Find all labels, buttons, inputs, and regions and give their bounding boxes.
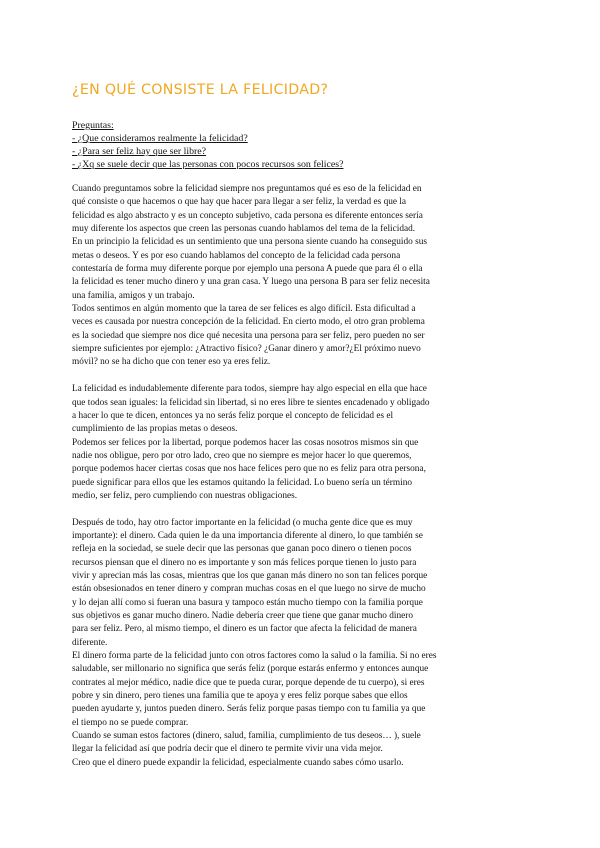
text-line: refleja en la sociedad, se suele decir que las personas que ganan poco dinero o tienen pocos [72,544,412,555]
text-line: que todos sean iguales: la felicidad sin libertad, si no eres libre te sientes encadenado y obligado [72,397,430,408]
text-line: Cuando se suman estos factores (dinero, salud, familia, cumplimiento de tus deseos… ), suele [72,731,421,742]
text-line: llegar la felicidad así que podría decir que el dinero te permite vivir una vida mejor. [72,744,383,755]
text-line: Creo que el dinero puede expandir la felicidad, especialmente cuando sabes cómo usarlo. [72,757,404,768]
paragraph [72,183,534,370]
text-line: Podemos ser felices por la libertad, porque podemos hacer las cosas nosotros mismos sin que [72,437,419,448]
question-item: - ¿Xq se suele decir que las personas con pocos recursos son felices? [72,159,344,171]
text-line: contestaría de forma muy diferente porque por ejemplo una persona A puede que para él o ella [72,264,423,275]
text-line: sus objetivos es ganar mucho dinero. Nadie debería creer que tiene que ganar mucho dinero [72,611,414,621]
document-title: ¿EN QUÉ CONSISTE LA FELICIDAD? [72,82,329,98]
question-item: - ¿Que consideramos realmente la felicidad? [72,133,248,145]
text-line: Cuando preguntamos sobre la felicidad siempre nos preguntamos qué es eso de la felicidad en [72,184,422,194]
text-line: es la sociedad que siempre nos dice qué necesita una persona para ser feliz, pero pueden no ser [72,330,425,341]
paragraph [72,383,534,503]
text-line: porque podemos hacer ciertas cosas que nos hace felices pero que no es feliz para otra persona, [72,464,426,475]
text-line: la felicidad es tener mucho dinero y una gran casa. Y luego una persona B para ser feliz necesita [72,277,430,288]
text-line: recursos piensan que el dinero no es importante y son más felices porque tienen lo justo para [72,557,417,568]
questions-heading: Preguntas: [72,120,114,131]
paragraph-gap [72,370,534,383]
text-line: saludable, ser millonario no significa que serás feliz (porque estarás enfermo y entonces aunque [72,664,429,675]
text-line: diferente. [72,637,108,648]
text-line: vivir y aprecian más las cosas, mientras que los que ganan más dinero no son tan felices porque [72,570,428,581]
text-line: siempre suficientes por ejemplo: ¿Atractivo físico? ¿Ganar dinero y amor?¿El próximo nuevo [72,344,421,355]
text-line: móvil? no se ha dicho que con tener eso ya eres feliz. [72,357,271,368]
text-line: cumplimiento de las propias metas o deseos. [72,424,238,435]
text-line: nadie nos obligue, pero por otro lado, creo que no siempre es mejor hacer lo que queremos, [72,450,412,461]
text-line: Todos sentimos en algún momento que la tarea de ser felices es algo difícil. Esta dificultad a [72,304,416,315]
text-line: metas o deseos. Y es por eso cuando hablamos del concepto de la felicidad cada persona [72,250,401,261]
text-line: una familia, amigos y un trabajo. [72,290,195,301]
text-line: y lo dejan allí como si fueran una basura y tampoco están mucho tiempo con la familia porque [72,597,423,608]
essay-body [72,183,534,770]
text-line: importante): el dinero. Cada quien le da una importancia diferente al dinero, lo que también se [72,530,423,541]
text-line: felicidad es algo abstracto y es un concepto subjetivo, cada persona es diferente entonces sería [72,210,423,221]
text-line: el tiempo no se puede comprar. [72,717,189,728]
text-line: puede significar para ellos que les estamos quitando la felicidad. Lo bueno sería un término [72,477,413,488]
text-line: muy diferente los aspectos que creen las personas cuando hablamos del tema de la felicidad. [72,224,416,235]
text-line: a hacer lo que te dicen, entonces ya no serás feliz porque el concepto de felicidad es el [72,410,394,421]
text-line: pobre y sin dinero, pero tienes una familia que te apoya y eres feliz porque sabes que ellos [72,691,408,702]
text-line: veces es causada por nuestra concepción de la felicidad. En cierto modo, el otro gran problema [72,317,425,328]
text-line: La felicidad es indudablemente diferente para todos, siempre hay algo especial en ella que hace [72,384,427,395]
paragraph-gap [72,503,534,516]
text-line: Después de todo, hay otro factor importante en la felicidad (o mucha gente dice que es muy [72,517,413,528]
text-line: pueden ayudarte y, juntos pueden dinero. Serás feliz porque pasas tiempo con tu familia ya que [72,704,426,715]
text-line: están obsesionados en tener dinero y compran muchas cosas en el que luego no sirve de mucho [72,584,426,595]
text-line: contrates al mejor médico, nadie dice que te pueda curar, porque depende de tu cuerpo), si eres [72,677,425,688]
paragraph [72,517,534,771]
text-line: qué consiste o que hacemos o que hay que hacer para llegar a ser feliz, la verdad es que la [72,197,407,208]
questions-section [72,119,532,171]
text-line: En un principio la felicidad es un sentimiento que una persona siente cuando ha conseguido sus [72,237,427,248]
text-line: medio, ser feliz, pero cumpliendo con nuestras obligaciones. [72,490,298,501]
text-line: para ser feliz. Pero, al mismo tiempo, el dinero es un factor que afecta la felicidad de manera [72,624,417,635]
text-line: El dinero forma parte de la felicidad junto con otros factores como la salud o la familia. Si no eres [72,651,437,662]
question-item: - ¿Para ser feliz hay que ser libre? [72,146,207,158]
